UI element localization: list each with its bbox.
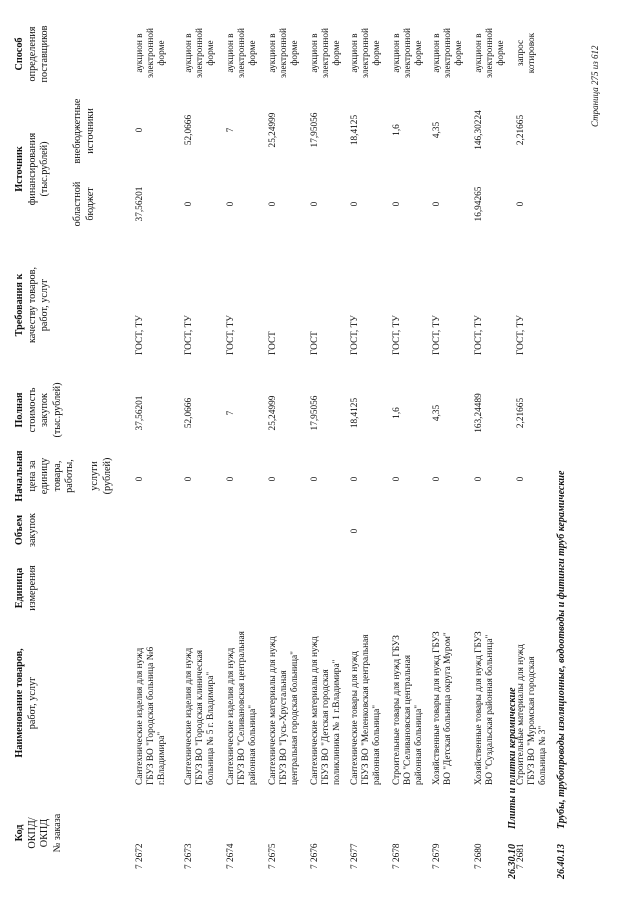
row-name: больница № 3" xyxy=(538,725,548,785)
row-method: форме xyxy=(372,40,382,66)
row-quality: ГОСТ, ТУ xyxy=(474,315,484,355)
row-name: Строительные товары для нужд ГБУЗ xyxy=(392,635,402,785)
row-method: электронной xyxy=(195,27,205,79)
row-name: Сантехнические изделия для нужд xyxy=(135,647,145,785)
row-quality: ГОСТ, ТУ xyxy=(516,315,526,355)
row-budget: 0 xyxy=(226,201,236,207)
row-price: 0 xyxy=(432,476,442,482)
row-method: форме xyxy=(290,40,300,66)
row-name: Сантехнические изделия для нужд xyxy=(226,647,236,785)
row-offbudget: 7 xyxy=(226,127,236,133)
row-name: Строительные материалы для нужд xyxy=(516,644,526,785)
row-name: поликлиника № 1 г.Владимира" xyxy=(332,659,342,785)
row-budget: 0 xyxy=(432,201,442,207)
row-offbudget: 4,35 xyxy=(432,121,442,139)
row-total: 17,95056 xyxy=(310,395,320,431)
row-name: ГБУЗ ВО "Детская городская xyxy=(321,669,331,785)
row-name: ГБУЗ ВО "Меленковская центральная xyxy=(361,634,371,785)
row-total: 4,35 xyxy=(432,404,442,422)
row-quality: ГОСТ xyxy=(268,331,278,355)
row-method: электронной xyxy=(443,27,453,79)
row-name: центральная городская больница" xyxy=(290,651,300,785)
header-volume-line: закупок xyxy=(26,513,38,547)
row-name: районная больница" xyxy=(414,704,424,785)
row-total: 2,21665 xyxy=(516,397,526,429)
header-quality-line: Требования к xyxy=(14,273,25,337)
row-quality: ГОСТ, ТУ xyxy=(432,315,442,355)
row-name: ВО "Суздальская районная больница" xyxy=(485,634,495,785)
row-offbudget: 1,6 xyxy=(392,124,402,136)
row-method: запрос xyxy=(516,39,526,67)
row-name: ВО "Селивановская центральная xyxy=(403,654,413,785)
row-budget: 16,94265 xyxy=(474,186,484,222)
row-name: г.Владимира" xyxy=(157,731,167,785)
row-price: 0 xyxy=(310,476,320,482)
row-name: Хозяйственные товары для нужд ГБУЗ xyxy=(432,631,442,785)
row-method: аукцион в xyxy=(474,33,484,73)
header-method-line: определения xyxy=(26,26,38,82)
row-code: 7 2676 xyxy=(310,843,320,869)
row-method: котировок xyxy=(527,32,537,74)
section-code: 26.30.10 xyxy=(507,844,518,879)
row-offbudget: 17,95056 xyxy=(310,112,320,148)
row-method: форме xyxy=(332,40,342,66)
header-quality-line: качеству товаров, xyxy=(26,266,38,344)
page-number: Страница 275 из 612 xyxy=(590,45,600,127)
row-code: 7 2681 xyxy=(516,843,526,869)
row-budget: 0 xyxy=(268,201,278,207)
row-total: 37,56201 xyxy=(135,395,145,431)
row-method: форме xyxy=(496,40,506,66)
row-method: аукцион в xyxy=(432,33,442,73)
row-name: Сантехнические материалы для нужд xyxy=(268,636,278,785)
row-price: 0 xyxy=(350,476,360,482)
row-offbudget: 2,21665 xyxy=(516,114,526,146)
row-price: 0 xyxy=(474,476,484,482)
row-offbudget: 18,4125 xyxy=(350,114,360,146)
row-name: ГБУЗ ВО "Городская больница №6 xyxy=(146,646,156,785)
row-method: электронной xyxy=(485,27,495,79)
row-method: форме xyxy=(206,40,216,66)
header-method-line: Способ xyxy=(14,37,25,71)
row-code: 7 2673 xyxy=(184,843,194,869)
header-method-line: поставщиков xyxy=(39,25,50,83)
header-price-line: цена за xyxy=(26,460,38,492)
row-method: электронной xyxy=(361,27,371,79)
row-total: 52,0666 xyxy=(184,397,194,429)
row-quality: ГОСТ, ТУ xyxy=(350,315,360,355)
row-price: 0 xyxy=(226,476,236,482)
section-title: Плиты и плитки керамические xyxy=(507,687,518,829)
header-code-line: ОКПД xyxy=(39,818,50,848)
row-name: Сантехнические материалы для нужд xyxy=(310,636,320,785)
row-price: 0 xyxy=(516,476,526,482)
header-price-line: товара, xyxy=(51,460,63,492)
row-method: аукцион в xyxy=(392,33,402,73)
row-name: Сантехнические товары для нужд xyxy=(350,651,360,785)
row-method: аукцион в xyxy=(310,33,320,73)
header-total-line: Полная xyxy=(14,392,25,428)
row-method: аукцион в xyxy=(184,33,194,73)
row-method: электронной xyxy=(403,27,413,79)
row-code: 7 2672 xyxy=(135,843,145,869)
row-total: 7 xyxy=(226,410,236,416)
row-code: 7 2680 xyxy=(474,843,484,869)
row-price: 0 xyxy=(268,476,278,482)
header-price-line: работы, xyxy=(64,459,75,493)
row-method: аукцион в xyxy=(226,33,236,73)
row-code: 7 2675 xyxy=(268,843,278,869)
header-budget-line: бюджет xyxy=(84,187,96,221)
row-method: аукцион в xyxy=(135,33,145,73)
row-method: электронной xyxy=(279,27,289,79)
row-volume: 0 xyxy=(350,528,360,534)
header-finance-line: (тыс.рублей) xyxy=(39,141,50,197)
section-title: Трубы, трубопроводы изоляционные, водоотводы и фитинги труб керамические xyxy=(556,470,567,829)
row-offbudget: 0 xyxy=(135,127,145,133)
row-price: 0 xyxy=(135,476,145,482)
header-total-line: стоимость xyxy=(26,387,38,433)
header-price-line: Начальная xyxy=(14,450,25,502)
row-method: форме xyxy=(157,40,167,66)
row-method: аукцион в xyxy=(268,33,278,73)
row-offbudget: 52,0666 xyxy=(184,114,194,146)
row-name: районная больница" xyxy=(372,704,382,785)
row-offbudget: 25,24999 xyxy=(268,112,278,148)
header-price-line: единицу xyxy=(39,457,50,495)
row-code: 7 2674 xyxy=(226,843,236,869)
row-method: форме xyxy=(414,40,424,66)
row-name: больница № 5 г. Владимира" xyxy=(206,671,216,785)
row-code: 7 2678 xyxy=(392,843,402,869)
row-quality: ГОСТ, ТУ xyxy=(392,315,402,355)
header-price-line: услуги xyxy=(89,461,100,491)
row-name: ГБУЗ ВО "Городская клиническая xyxy=(195,649,205,785)
row-total: 1,6 xyxy=(392,407,402,419)
row-budget: 37,56201 xyxy=(135,186,145,222)
row-method: форме xyxy=(248,40,258,66)
row-code: 7 2677 xyxy=(350,843,360,869)
header-total-line: закупок xyxy=(39,393,50,427)
row-name: ВО "Детская больница округа Муром" xyxy=(443,632,453,785)
row-offbudget: 146,30224 xyxy=(474,110,484,150)
row-quality: ГОСТ, ТУ xyxy=(135,315,145,355)
header-total-line: (тыс.рублей) xyxy=(51,382,63,438)
header-code-line: № заказа xyxy=(51,813,63,853)
row-name: Сантехнические изделия для нужд xyxy=(184,647,194,785)
row-price: 0 xyxy=(392,476,402,482)
header-offbudget-line: внебюджетные xyxy=(72,98,83,164)
row-budget: 0 xyxy=(350,201,360,207)
header-unit-line: Единица xyxy=(14,567,25,609)
row-quality: ГОСТ xyxy=(310,331,320,355)
row-budget: 0 xyxy=(184,201,194,207)
row-method: форме xyxy=(454,40,464,66)
row-name: Хозяйственные товары для нужд ГБУЗ xyxy=(474,631,484,785)
row-budget: 0 xyxy=(310,201,320,207)
section-code: 26.40.13 xyxy=(556,844,567,879)
row-total: 163,24489 xyxy=(474,393,484,433)
header-volume-line: Объем xyxy=(14,514,25,546)
row-budget: 0 xyxy=(392,201,402,207)
row-method: электронной xyxy=(146,27,156,79)
header-budget-line: областной xyxy=(72,181,83,227)
row-budget: 0 xyxy=(516,201,526,207)
header-name-line: Наименование товаров, xyxy=(14,648,25,758)
row-quality: ГОСТ, ТУ xyxy=(226,315,236,355)
row-method: электронной xyxy=(237,27,247,79)
header-finance-line: Источник xyxy=(14,146,25,192)
row-name: ГБУЗ ВО "Гусь-Хрустальная xyxy=(279,670,289,785)
header-finance-line: финансирования xyxy=(26,132,38,206)
row-method: электронной xyxy=(321,27,331,79)
header-code-line: Код xyxy=(14,824,25,842)
row-method: аукцион в xyxy=(350,33,360,73)
header-offbudget-line: источники xyxy=(84,108,96,154)
row-code: 7 2679 xyxy=(432,843,442,869)
row-name: ГБУЗ ВО "Муромская городская xyxy=(527,656,537,785)
row-name: районная больница" xyxy=(248,704,258,785)
header-name-line: работ, услуг xyxy=(26,676,38,730)
header-quality-line: работ, услуг xyxy=(39,278,50,332)
row-price: 0 xyxy=(184,476,194,482)
row-quality: ГОСТ, ТУ xyxy=(184,315,194,355)
row-total: 25,24999 xyxy=(268,395,278,431)
header-code-line: ОКПД/ xyxy=(26,817,38,849)
header-unit-line: измерения xyxy=(26,565,38,611)
row-total: 18,4125 xyxy=(350,397,360,429)
row-name: ГБУЗ ВО "Селивановская центральная xyxy=(237,631,247,785)
header-price-line: (рублей) xyxy=(101,457,113,495)
